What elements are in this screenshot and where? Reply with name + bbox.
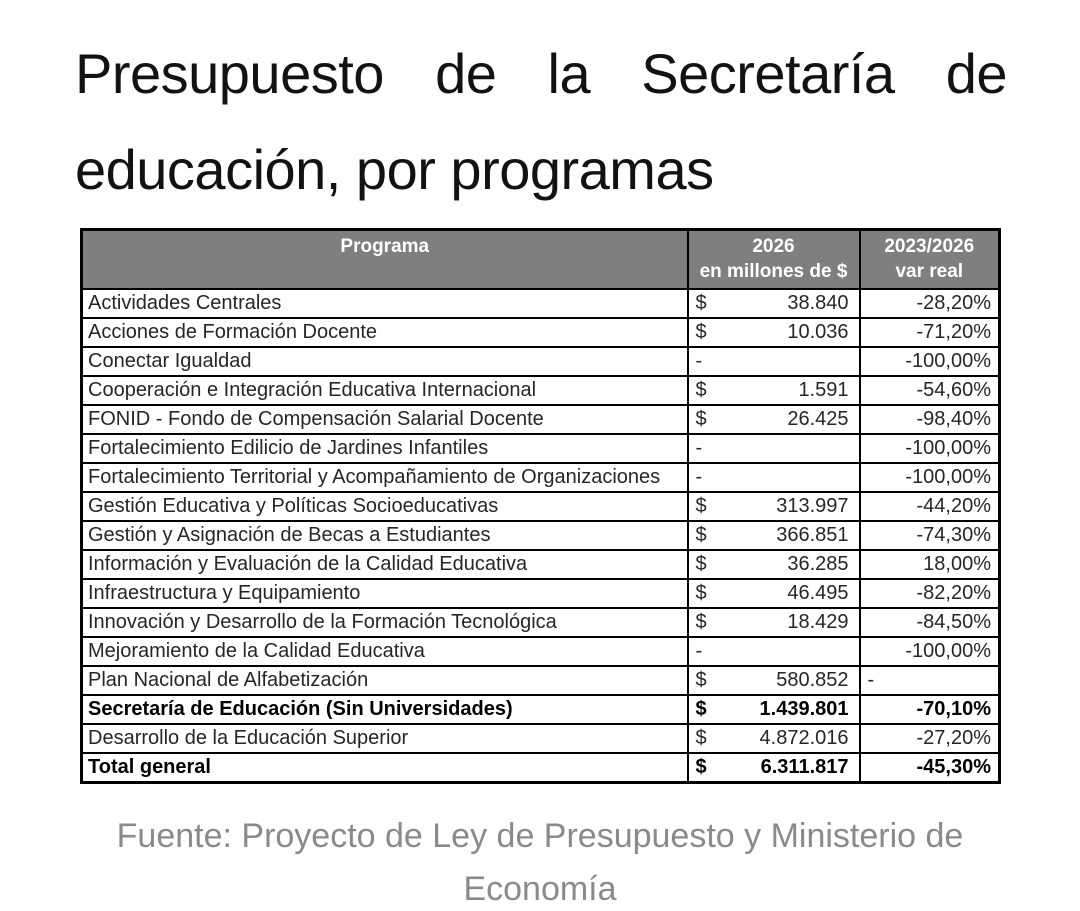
var-real-cell: -45,30% <box>860 753 1000 783</box>
var-real-cell: 18,00% <box>860 550 1000 579</box>
var-real-cell: -27,20% <box>860 724 1000 753</box>
var-real-cell: -100,00% <box>860 463 1000 492</box>
table-row <box>82 608 1000 637</box>
currency-symbol: $ <box>695 379 707 401</box>
amount-cell <box>688 579 860 608</box>
amount-cell <box>688 463 860 492</box>
column-header-label: 2023/2026 <box>884 236 975 257</box>
table-row <box>82 579 1000 608</box>
table-row <box>82 753 1000 783</box>
amount-value: 6.311.817 <box>760 756 849 778</box>
currency-symbol: $ <box>695 756 707 778</box>
column-header-var-real <box>860 230 1000 290</box>
currency-symbol: $ <box>695 292 707 314</box>
program-cell: Gestión y Asignación de Becas a Estudiantes <box>82 521 688 550</box>
program-cell: Mejoramiento de la Calidad Educativa <box>82 637 688 666</box>
var-real-cell: -44,20% <box>860 492 1000 521</box>
table-row <box>82 724 1000 753</box>
amount-cell <box>688 608 860 637</box>
table-row <box>82 318 1000 347</box>
table-row <box>82 492 1000 521</box>
currency-symbol: - <box>695 350 703 372</box>
program-cell: Gestión Educativa y Políticas Socioeducativas <box>82 492 688 521</box>
table-row <box>82 521 1000 550</box>
program-cell: Infraestructura y Equipamiento <box>82 579 688 608</box>
amount-value: 313.997 <box>776 495 849 517</box>
amount-value: 36.285 <box>787 553 849 575</box>
amount-value: 1.439.801 <box>759 698 849 720</box>
table-header <box>82 230 1000 290</box>
amount-cell <box>688 318 860 347</box>
amount-cell <box>688 405 860 434</box>
table-row <box>82 666 1000 695</box>
table-body <box>82 289 1000 783</box>
currency-symbol: $ <box>695 582 707 604</box>
program-cell: FONID - Fondo de Compensación Salarial Docente <box>82 405 688 434</box>
program-cell: Acciones de Formación Docente <box>82 318 688 347</box>
amount-value: 46.495 <box>787 582 849 604</box>
program-cell: Plan Nacional de Alfabetización <box>82 666 688 695</box>
program-cell: Cooperación e Integración Educativa Internacional <box>82 376 688 405</box>
program-cell: Secretaría de Educación (Sin Universidades) <box>82 695 688 724</box>
table-row <box>82 637 1000 666</box>
program-cell: Desarrollo de la Educación Superior <box>82 724 688 753</box>
var-real-cell: -74,30% <box>860 521 1000 550</box>
program-cell: Total general <box>82 753 688 783</box>
currency-symbol: $ <box>695 698 707 720</box>
program-cell: Fortalecimiento Territorial y Acompañamiento de Organizaciones <box>82 463 688 492</box>
table-row <box>82 434 1000 463</box>
amount-value: 366.851 <box>776 524 849 546</box>
amount-cell <box>688 521 860 550</box>
amount-cell <box>688 492 860 521</box>
amount-cell <box>688 434 860 463</box>
var-real-cell: -54,60% <box>860 376 1000 405</box>
var-real-cell: -100,00% <box>860 637 1000 666</box>
amount-value: 26.425 <box>787 408 849 430</box>
column-header-sublabel: en millones de $ <box>699 261 848 282</box>
currency-symbol: $ <box>695 553 707 575</box>
amount-value: 580.852 <box>776 669 849 691</box>
column-header-label: 2026 <box>752 236 795 257</box>
var-real-cell: -28,20% <box>860 289 1000 318</box>
budget-table <box>80 228 1001 784</box>
currency-symbol: $ <box>695 524 707 546</box>
var-real-cell: - <box>860 666 1000 695</box>
var-real-cell: -82,20% <box>860 579 1000 608</box>
amount-value: 10.036 <box>787 321 849 343</box>
amount-cell <box>688 724 860 753</box>
column-header-sublabel: var real <box>895 261 964 282</box>
currency-symbol: - <box>695 437 703 459</box>
table-row <box>82 695 1000 724</box>
currency-symbol: $ <box>695 495 707 517</box>
program-cell: Innovación y Desarrollo de la Formación Tecnológica <box>82 608 688 637</box>
amount-value: 4.872.016 <box>759 727 849 749</box>
program-cell: Conectar Igualdad <box>82 347 688 376</box>
amount-cell <box>688 289 860 318</box>
amount-value: 1.591 <box>798 379 849 401</box>
amount-cell <box>688 695 860 724</box>
var-real-cell: -71,20% <box>860 318 1000 347</box>
amount-cell <box>688 753 860 783</box>
amount-value: 18.429 <box>787 611 849 633</box>
currency-symbol: $ <box>695 408 707 430</box>
var-real-cell: -100,00% <box>860 347 1000 376</box>
table-row <box>82 405 1000 434</box>
source-note: Fuente: Proyecto de Ley de Presupuesto y Ministerio de Economía <box>116 817 964 908</box>
currency-symbol: - <box>695 466 703 488</box>
amount-value: 38.840 <box>787 292 849 314</box>
program-cell: Actividades Centrales <box>82 289 688 318</box>
amount-cell <box>688 666 860 695</box>
currency-symbol: $ <box>695 669 707 691</box>
page-title: Presupuesto de la Secretaría de educación, por programas <box>75 42 1007 201</box>
column-header-programa <box>82 230 688 290</box>
column-header-2026 <box>688 230 860 290</box>
currency-symbol: - <box>695 640 703 662</box>
program-cell: Información y Evaluación de la Calidad Educativa <box>82 550 688 579</box>
currency-symbol: $ <box>695 611 707 633</box>
currency-symbol: $ <box>695 727 707 749</box>
table-row <box>82 347 1000 376</box>
currency-symbol: $ <box>695 321 707 343</box>
amount-cell <box>688 550 860 579</box>
amount-cell <box>688 376 860 405</box>
var-real-cell: -70,10% <box>860 695 1000 724</box>
table-row <box>82 289 1000 318</box>
amount-cell <box>688 347 860 376</box>
program-cell: Fortalecimiento Edilicio de Jardines Infantiles <box>82 434 688 463</box>
var-real-cell: -100,00% <box>860 434 1000 463</box>
table-row <box>82 550 1000 579</box>
amount-cell <box>688 637 860 666</box>
table-row <box>82 376 1000 405</box>
table-row <box>82 463 1000 492</box>
var-real-cell: -98,40% <box>860 405 1000 434</box>
column-header-label: Programa <box>340 236 430 257</box>
var-real-cell: -84,50% <box>860 608 1000 637</box>
